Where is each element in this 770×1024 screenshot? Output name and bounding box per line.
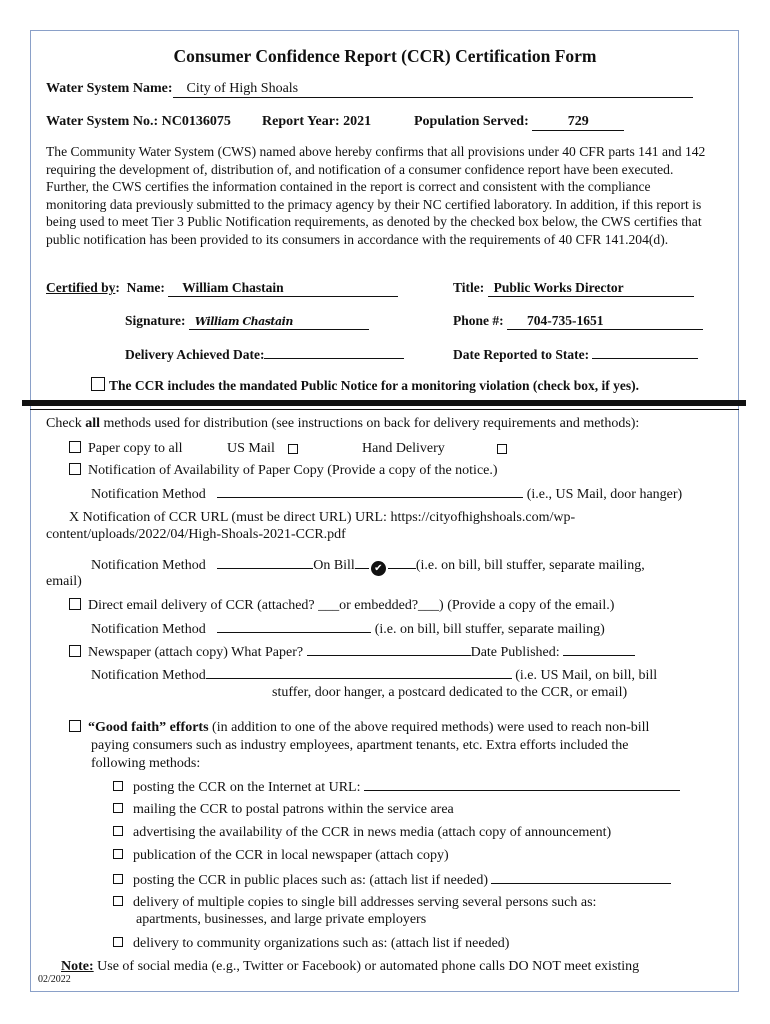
notif-method-label-1: Notification Method <box>91 487 206 502</box>
public-notice-row <box>91 377 639 394</box>
reported-date-label: Date Reported to State: <box>453 347 590 362</box>
notif-method-field-2[interactable] <box>217 557 313 569</box>
signature-row <box>125 313 369 330</box>
newspaper-label: Newspaper (attach copy) What Paper? <box>88 645 304 660</box>
notif-method-field-1[interactable] <box>217 486 523 498</box>
notif-method-label-2: Notification Method <box>91 558 206 573</box>
good-faith-checkbox[interactable] <box>69 720 81 732</box>
phone-row <box>453 313 703 330</box>
gf-item-6-checkbox[interactable] <box>113 896 123 906</box>
hand-delivery-label: Hand Delivery <box>362 441 445 456</box>
gf-public-places-field[interactable] <box>491 872 671 884</box>
public-notice-checkbox[interactable] <box>91 377 105 391</box>
methods-intro-all: all <box>85 416 101 431</box>
hand-delivery-checkbox-wrap <box>497 443 517 459</box>
phone-label: Phone #: <box>453 313 504 328</box>
population-row <box>414 114 624 131</box>
good-faith-row <box>69 720 649 736</box>
phone-field[interactable] <box>507 313 703 330</box>
gf-item-3 <box>113 825 611 841</box>
methods-intro-pre: Check <box>46 416 86 431</box>
us-mail-checkbox[interactable] <box>288 444 298 454</box>
section-divider <box>22 400 746 406</box>
signature-label: Signature: <box>125 313 186 328</box>
checkmark-icon[interactable]: ✔ <box>371 561 386 576</box>
on-bill-row <box>91 557 645 576</box>
gf-item-1-label: posting the CCR on the Internet at URL: <box>133 780 361 795</box>
notif-method-field-4[interactable] <box>206 667 512 679</box>
newspaper-checkbox[interactable] <box>69 645 81 657</box>
certified-by-row: Certified by: Name: William Chastain <box>46 280 398 297</box>
water-system-name-row <box>46 81 693 98</box>
on-bill-blank <box>355 557 369 569</box>
title-label: Title: <box>453 280 485 295</box>
paper-copy-label: Paper copy to all <box>88 441 183 456</box>
form-date: 02/2022 <box>38 974 71 985</box>
gf-item-2 <box>113 802 454 818</box>
name-field[interactable] <box>168 280 398 297</box>
methods-intro-post: methods used for distribution (see instructions on back for delivery requirements and methods): <box>100 416 640 431</box>
url-line-1: X Notification of CCR URL (must be direct URL) URL: https://cityofhighshoals.com/wp- <box>69 510 576 525</box>
delivery-date-label: Delivery Achieved Date: <box>125 347 265 362</box>
title-value: Public Works Director <box>493 280 624 295</box>
form-title: Consumer Confidence Report (CCR) Certification Form <box>173 46 597 66</box>
population-label: Population Served: <box>414 114 529 129</box>
gf-item-4-checkbox[interactable] <box>113 849 123 859</box>
newspaper-row <box>69 644 635 661</box>
gf-item-7-label: delivery to community organizations such as: (attach list if needed) <box>133 936 510 951</box>
direct-email-row <box>69 598 614 614</box>
direct-email-hint: (i.e. on bill, bill stuffer, separate mailing) <box>374 622 605 637</box>
gf-item-2-checkbox[interactable] <box>113 803 123 813</box>
notif-method-row-1 <box>91 486 682 503</box>
gf-item-5-checkbox[interactable] <box>113 874 123 884</box>
title-row <box>453 280 694 297</box>
paper-copy-row <box>69 441 182 457</box>
email-wrap: email) <box>46 574 82 589</box>
certification-paragraph: The Community Water System (CWS) named above hereby confirms that all provisions under 40 CFR parts 141 and 142 requiring the development of, distribution of, and notification of a consumer confidence report have been executed. Further, the CWS certifies the information contained in the report is correct and consistent with the compliance monitoring data previously submitted to the primacy agency by their NC certified laboratory. In addition, if this report is being used to meet Tier 3 Public Notification requirements, as denoted by the checked box below, the CWS certifies that public notification has been provided to its consumers in accordance with the requirements of 40 CFR 141.204(d). <box>46 144 706 247</box>
note-label: Note: <box>61 959 94 974</box>
good-faith-text-3: following methods: <box>91 756 201 771</box>
gf-item-7 <box>113 936 509 952</box>
reported-date-field[interactable] <box>592 347 698 359</box>
notif-method-row-4 <box>91 667 657 684</box>
us-mail-checkbox-wrap <box>288 443 308 459</box>
signature-value: William Chastain <box>194 315 293 328</box>
note-text: Use of social media (e.g., Twitter or Facebook) or automated phone calls DO NOT meet existing <box>93 959 640 974</box>
gf-item-6-label: delivery of multiple copies to single bill addresses serving several persons such as: <box>133 895 597 910</box>
population-value: 729 <box>567 114 589 129</box>
direct-email-label: Direct email delivery of CCR (attached? ___or embedded?___) (Provide a copy of the email.) <box>88 598 615 613</box>
newspaper-field[interactable] <box>307 644 471 656</box>
newspaper-hint-1: (i.e. US Mail, on bill, bill <box>515 668 658 683</box>
phone-value: 704-735-1651 <box>527 313 604 328</box>
notif-method-label-3: Notification Method <box>91 622 206 637</box>
delivery-date-field[interactable] <box>264 347 404 359</box>
notif-method-field-3[interactable] <box>217 621 371 633</box>
gf-item-5 <box>113 872 671 889</box>
on-bill-label: On Bill <box>313 558 355 573</box>
gf-item-1-checkbox[interactable] <box>113 781 123 791</box>
good-faith-text-1: (in addition to one of the above required methods) were used to reach non-bill <box>208 720 650 735</box>
water-system-name-value: City of High Shoals <box>186 81 299 96</box>
gf-item-3-label: advertising the availability of the CCR in news media (attach copy of announcement) <box>133 825 612 840</box>
gf-url-field[interactable] <box>364 779 680 791</box>
report-year: Report Year: 2021 <box>262 114 372 129</box>
notif-method-hint-1: (i.e., US Mail, door hanger) <box>526 487 683 502</box>
water-system-name-field[interactable] <box>173 81 693 98</box>
gf-item-5-label: posting the CCR in public places such as: (attach list if needed) <box>133 873 488 888</box>
methods-intro <box>46 416 639 432</box>
notif-method-row-3 <box>91 621 605 638</box>
water-system-name-label: Water System Name: <box>46 81 173 96</box>
gf-item-4-label: publication of the CCR in local newspaper (attach copy) <box>133 848 449 863</box>
signature-field[interactable] <box>189 313 369 330</box>
note-row <box>61 959 639 975</box>
name-label: Name: <box>126 280 165 295</box>
date-published-field[interactable] <box>563 644 635 656</box>
notif-method-label-4: Notification Method <box>91 668 206 683</box>
newspaper-hint-2: stuffer, door hanger, a postcard dedicated to the CCR, or email) <box>272 685 628 700</box>
good-faith-heading: “Good faith” efforts <box>88 720 209 735</box>
date-published-label: Date Published: <box>470 645 560 660</box>
good-faith-text-2: paying consumers such as industry employees, apartment tenants, etc. Extra efforts included the <box>91 738 629 753</box>
on-bill-hint: (i.e. on bill, bill stuffer, separate mailing, <box>415 558 645 573</box>
name-value: William Chastain <box>182 280 284 295</box>
gf-item-6-cont: apartments, businesses, and large private employers <box>136 912 427 927</box>
water-system-no: Water System No.: NC0136075 <box>46 114 231 129</box>
gf-item-7-checkbox[interactable] <box>113 937 123 947</box>
section-divider-thin <box>30 409 739 410</box>
notif-avail-checkbox[interactable] <box>69 463 81 475</box>
public-notice-label: The CCR includes the mandated Public Notice for a monitoring violation (check box, if yes). <box>109 378 639 393</box>
delivery-date-row <box>125 347 404 363</box>
on-bill-blank-2 <box>388 557 416 569</box>
us-mail-label: US Mail <box>227 441 275 456</box>
gf-item-2-label: mailing the CCR to postal patrons within the service area <box>133 802 454 817</box>
certified-by-label: Certified by <box>46 280 116 295</box>
population-field[interactable] <box>532 114 624 131</box>
notif-avail-label: Notification of Availability of Paper Copy (Provide a copy of the notice.) <box>88 463 498 478</box>
direct-email-checkbox[interactable] <box>69 598 81 610</box>
title-field[interactable] <box>488 280 694 297</box>
reported-date-row <box>453 347 698 363</box>
gf-item-3-checkbox[interactable] <box>113 826 123 836</box>
gf-item-6 <box>113 895 596 911</box>
notif-avail-row <box>69 463 498 479</box>
url-line-2: content/uploads/2022/04/High-Shoals-2021-CCR.pdf <box>46 527 346 542</box>
gf-item-4 <box>113 848 449 864</box>
hand-delivery-checkbox[interactable] <box>497 444 507 454</box>
gf-item-1 <box>113 779 680 796</box>
paper-copy-checkbox[interactable] <box>69 441 81 453</box>
